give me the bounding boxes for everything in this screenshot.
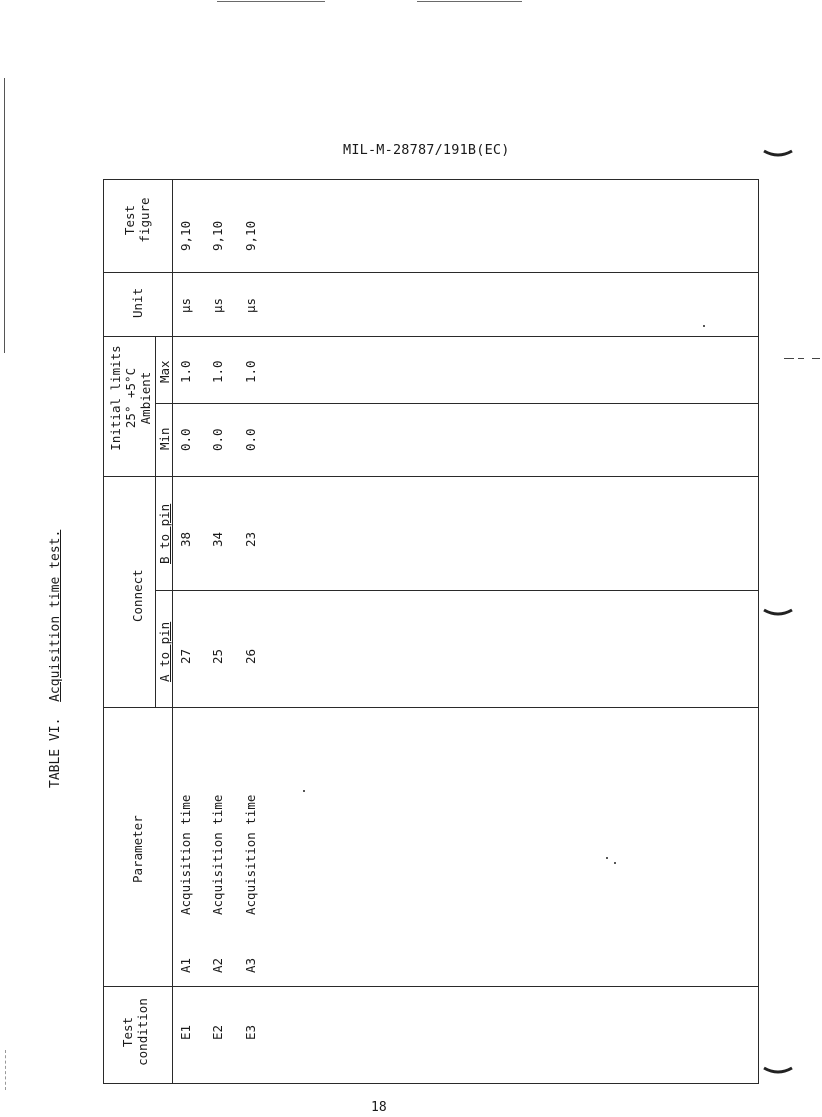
- header-a-to-pin: A to pin: [157, 621, 172, 682]
- cell-min: 0.0: [243, 428, 258, 451]
- table-label: TABLE VI.: [48, 717, 63, 788]
- left-edge-bar: [4, 78, 5, 353]
- top-rule-right: [417, 1, 522, 2]
- cell-b-pin: 23: [243, 531, 258, 547]
- cell-figure: 9,10: [243, 220, 258, 251]
- cell-unit: µs: [178, 297, 193, 313]
- table-title-text: Acquisition time test.: [48, 529, 63, 702]
- cell-max: 1.0: [210, 360, 225, 383]
- cell-min: 0.0: [178, 428, 193, 451]
- table-frame: [103, 179, 759, 1084]
- cell-figure: 9,10: [210, 220, 225, 251]
- header-initial-limits: Initial limits 25° +5°C Ambient: [108, 345, 153, 451]
- cell-b-pin: 34: [210, 531, 225, 547]
- rule-connect-subheader: [155, 476, 156, 707]
- cell-param-code: A2: [210, 957, 225, 973]
- cell-a-pin: 27: [178, 648, 193, 664]
- rule-parameter-condition: [103, 986, 759, 987]
- page-number: 18: [371, 1100, 387, 1115]
- cell-a-pin: 25: [210, 648, 225, 664]
- margin-dash-2: [798, 358, 804, 359]
- cell-max: 1.0: [178, 360, 193, 383]
- rule-unit-limits: [103, 336, 759, 337]
- rule-bpin-apin: [155, 590, 759, 591]
- cell-parameter: Acquisition time: [210, 794, 225, 915]
- header-b-to-pin: B to pin: [157, 503, 172, 564]
- rule-connect-parameter: [103, 707, 759, 708]
- header-parameter: Parameter: [130, 815, 145, 883]
- cell-unit: µs: [243, 297, 258, 313]
- binder-mark-top: [762, 147, 794, 161]
- header-test-condition: Test condition: [120, 998, 150, 1066]
- document-number: MIL-M-28787/191B(EC): [343, 142, 510, 158]
- header-connect: Connect: [130, 569, 145, 622]
- binder-mark-middle: [762, 606, 794, 620]
- cell-param-code: A1: [178, 957, 193, 973]
- rule-limits-subheader: [155, 336, 156, 476]
- rule-header-body: [172, 179, 173, 1084]
- margin-dash-1: [784, 358, 794, 359]
- cell-min: 0.0: [210, 428, 225, 451]
- cell-a-pin: 26: [243, 648, 258, 664]
- cell-figure: 9,10: [178, 220, 193, 251]
- cell-condition: E1: [178, 1024, 193, 1040]
- rule-max-min: [155, 403, 759, 404]
- cell-condition: E3: [243, 1024, 258, 1040]
- rule-figure-unit: [103, 272, 759, 273]
- cell-condition: E2: [210, 1024, 225, 1040]
- cell-parameter: Acquisition time: [243, 794, 258, 915]
- header-test-figure: Test figure: [122, 197, 152, 243]
- left-edge-dashes: [5, 1050, 6, 1090]
- cell-b-pin: 38: [178, 531, 193, 547]
- header-unit: Unit: [130, 287, 145, 318]
- header-max: Max: [157, 360, 172, 383]
- table-title: [48, 530, 63, 788]
- rule-limits-connect: [103, 476, 759, 477]
- cell-param-code: A3: [243, 957, 258, 973]
- cell-max: 1.0: [243, 360, 258, 383]
- header-min: Min: [157, 427, 172, 450]
- cell-unit: µs: [210, 297, 225, 313]
- top-rule-left: [217, 1, 325, 2]
- cell-parameter: Acquisition time: [178, 794, 193, 915]
- margin-dash-3: [812, 358, 820, 359]
- binder-mark-bottom: [762, 1064, 794, 1078]
